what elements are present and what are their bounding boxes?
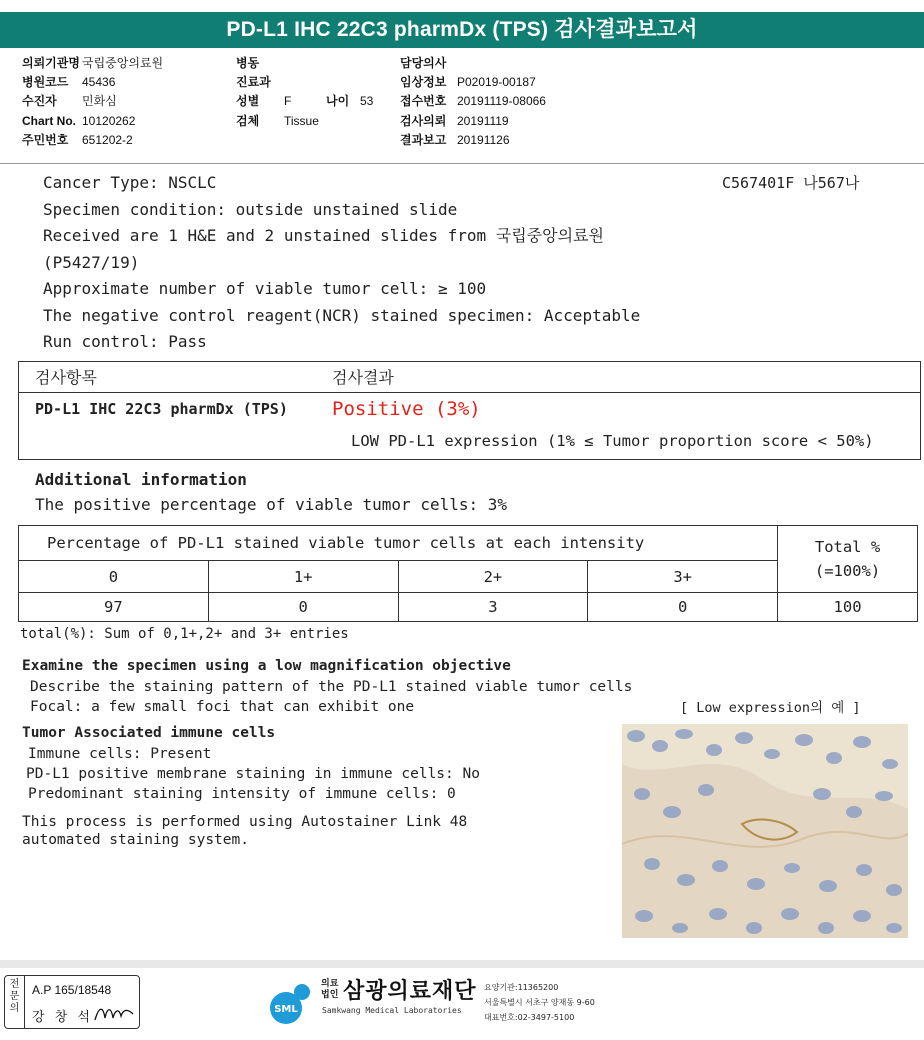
total-header: Total % (=100%) xyxy=(778,526,918,593)
info-line: Cancer Type: NSCLC xyxy=(43,173,217,192)
header-col-3 xyxy=(400,54,546,150)
specialist-label: 전문의 xyxy=(5,976,25,1028)
info-line: The negative control reagent(NCR) stained specimen: Acceptable xyxy=(43,305,641,325)
total-cell: 100 xyxy=(778,593,918,622)
additional-title: Additional information xyxy=(35,470,247,489)
examine-line: Describe the staining pattern of the PD-L1 stained viable tumor cells xyxy=(30,679,633,695)
svg-text:SML: SML xyxy=(274,1004,298,1015)
ap-number: A.P 165/18548 xyxy=(32,983,112,997)
sml-logo-icon xyxy=(268,980,318,1026)
result-header xyxy=(19,362,920,393)
table-cell: 97 xyxy=(19,593,209,622)
examination-section xyxy=(22,656,632,850)
micrograph-image xyxy=(622,724,908,938)
info-line: Specimen condition: outside unstained slide xyxy=(43,199,458,219)
specimen-info xyxy=(43,170,640,356)
header-row: 병동 xyxy=(236,56,260,70)
contact-line: 요양기관:11365200 xyxy=(484,983,559,992)
brand-prefix: 의료 법인 xyxy=(321,979,339,1000)
process-line: automated staining system. xyxy=(22,832,249,848)
additional-line: The positive percentage of viable tumor cells: 3% xyxy=(35,495,508,514)
immune-line: PD-L1 positive membrane staining in immune cells: No xyxy=(26,766,480,782)
total-note: total(%): Sum of 0,1+,2+ and 3+ entries xyxy=(20,626,349,642)
patient-header xyxy=(0,54,924,164)
table-cell: 3 xyxy=(398,593,588,622)
header-row: Chart No. 10120262 xyxy=(22,113,136,128)
header-row: 접수번호 20191119-08066 xyxy=(400,94,546,109)
brand-english: Samkwang Medical Laboratories xyxy=(322,1006,462,1015)
result-value: Positive (3%) xyxy=(332,398,481,420)
column-header: 2+ xyxy=(398,561,588,593)
signer-name: 강 창 석 xyxy=(32,1010,93,1025)
intensity-table xyxy=(18,525,918,622)
additional-info xyxy=(35,468,507,518)
signature-scribble xyxy=(93,1002,135,1024)
column-header: 3+ xyxy=(588,561,778,593)
result-box xyxy=(18,361,921,460)
info-line: Run control: Pass xyxy=(43,332,207,351)
column-header: 1+ xyxy=(208,561,398,593)
process-line: This process is performed using Autostainer Link 48 xyxy=(22,814,468,830)
info-line: (P5427/19) xyxy=(43,252,140,272)
info-line: Received are 1 H&E and 2 unstained slides from 국립중앙의료원 xyxy=(43,226,604,245)
test-item: PD-L1 IHC 22C3 pharmDx (TPS) xyxy=(35,400,288,418)
contact-info xyxy=(484,980,595,1025)
immune-title: Tumor Associated immune cells xyxy=(22,725,276,741)
header-row: 성별 F 나이 53 xyxy=(236,94,374,109)
brand-name: 삼광의료재단 xyxy=(343,979,477,1004)
signature-box xyxy=(4,975,140,1029)
result-header-label: 검사결과 xyxy=(332,368,394,387)
header-col-2 xyxy=(236,54,373,131)
header-row: 병원코드 45436 xyxy=(22,75,116,90)
header-row: 의뢰기관명 국립중앙의료원 xyxy=(22,56,164,70)
table-cell: 0 xyxy=(588,593,778,622)
header-row: 결과보고 20191126 xyxy=(400,132,510,147)
header-row: 검사의뢰 20191119 xyxy=(400,113,509,128)
examine-title: Examine the specimen using a low magnification objective xyxy=(22,658,511,674)
header-row: 검체 Tissue xyxy=(236,113,319,128)
contact-line: 서울특별시 서초구 양재동 9-60 xyxy=(484,998,595,1007)
specimen-code: C567401F 나567나 xyxy=(722,174,860,192)
info-line: Approximate number of viable tumor cell: ≥ 100 xyxy=(43,279,487,298)
contact-line: 대표번호:02-3497-5100 xyxy=(484,1013,575,1022)
header-row: 임상정보 P02019-00187 xyxy=(400,75,536,90)
footer-band xyxy=(0,960,924,968)
intensity-title: Percentage of PD-L1 stained viable tumor cells at each intensity xyxy=(19,526,778,561)
item-header: 검사항목 xyxy=(35,368,97,387)
report-title: PD-L1 IHC 22C3 pharmDx (TPS) 검사결과보고서 xyxy=(0,12,924,48)
divider xyxy=(0,163,924,164)
table-cell: 0 xyxy=(208,593,398,622)
immune-line: Immune cells: Present xyxy=(28,746,212,762)
header-row: 진료과 xyxy=(236,75,271,90)
header-row: 수진자 민화심 xyxy=(22,94,117,109)
header-row: 담당의사 xyxy=(400,56,447,70)
column-header: 0 xyxy=(19,561,209,593)
expression-level: LOW PD-L1 expression (1% ≤ Tumor proportion score < 50%) xyxy=(351,432,874,450)
header-col-1 xyxy=(22,54,163,150)
sample-image-label: [ Low expression의 예 ] xyxy=(680,700,861,716)
header-row: 주민번호 651202-2 xyxy=(22,132,133,147)
examine-line: Focal: a few small foci that can exhibit one xyxy=(30,699,415,715)
immune-line: Predominant staining intensity of immune cells: 0 xyxy=(28,786,456,802)
